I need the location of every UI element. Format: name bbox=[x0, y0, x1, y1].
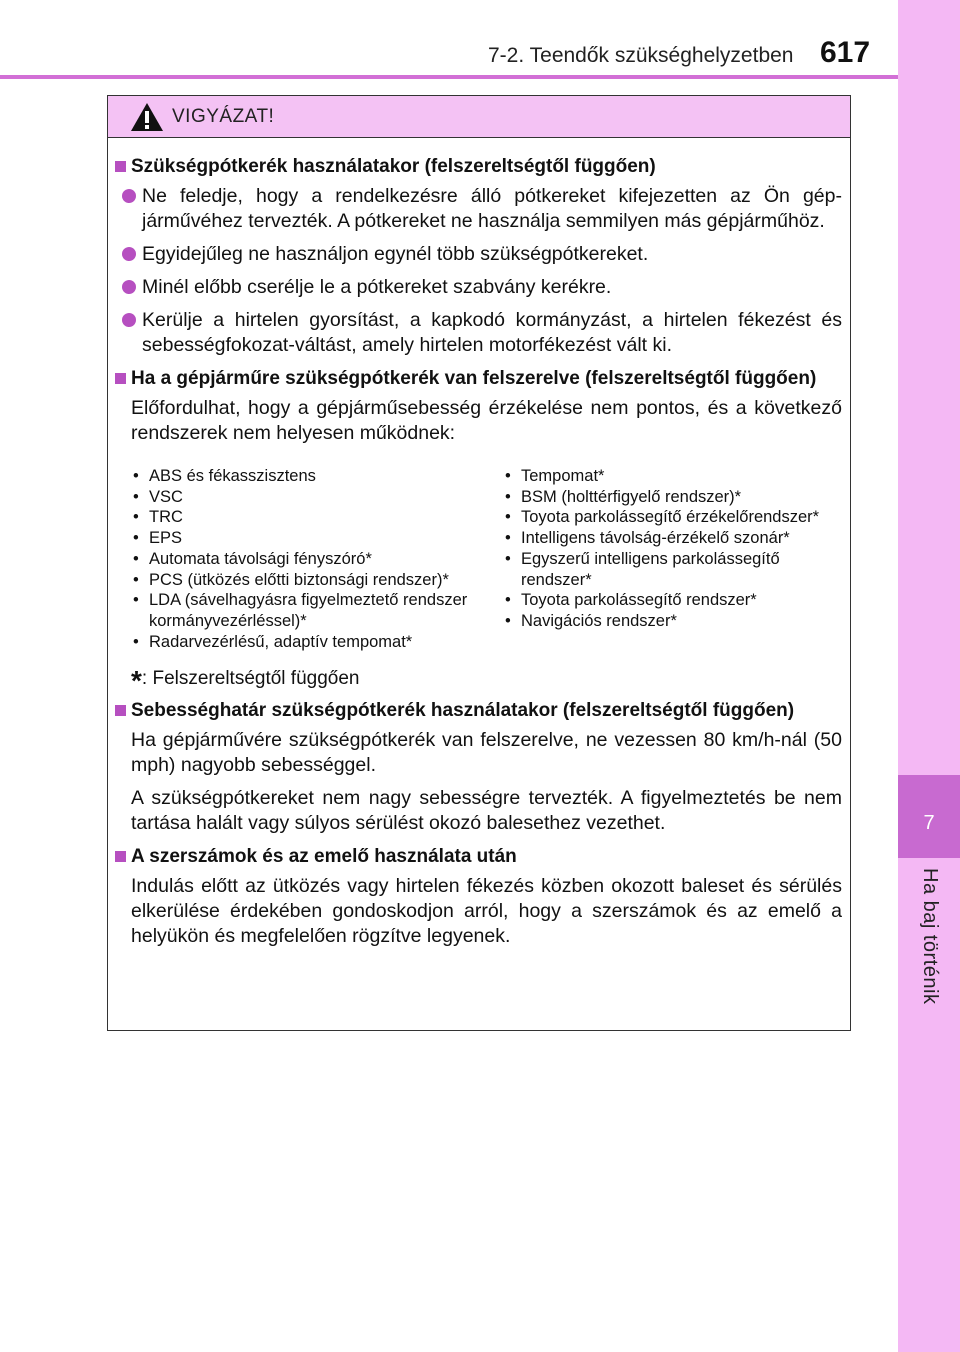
section-paragraph: Előfordulhat, hogy a gépjárműsebesség érzékelése nem pontos, és a következő rendszerek nem helyesen működnek: bbox=[131, 397, 842, 444]
square-bullet-icon bbox=[115, 851, 126, 862]
caution-title: VIGYÁZAT! bbox=[172, 105, 275, 127]
footnote-text: : Felszereltségtől függően bbox=[141, 668, 360, 690]
section-title: Ha a gépjárműre szükségpótkerék van felszerelve (felszereltségtől függően) bbox=[115, 366, 842, 392]
square-bullet-icon bbox=[115, 705, 126, 716]
list-item: Minél előbb cserélje le a pótkereket szabvány kerékre. bbox=[115, 275, 842, 300]
caution-header bbox=[108, 96, 850, 138]
list-item: • Radarvezérlésű, adaptív tempomat* bbox=[131, 632, 503, 653]
list-item: • LDA (sávelhagyásra figyelmeztető rendszer kormányvezérléssel)* bbox=[131, 590, 503, 631]
list-item: • Intelligens távolság-érzékelő szonár* bbox=[503, 528, 833, 549]
round-bullet-icon bbox=[122, 189, 136, 203]
header-divider bbox=[0, 75, 898, 79]
caution-content bbox=[108, 146, 852, 957]
list-item: • Navigációs rendszer* bbox=[503, 611, 833, 632]
round-bullet-icon bbox=[122, 280, 136, 294]
list-item: • Toyota parkolássegítő rendszer* bbox=[503, 590, 833, 611]
list-item: • Egyszerű intelligens parkolássegítő rendszer* bbox=[503, 549, 833, 590]
header-section-title: 7-2. Teendők szükséghelyzetben bbox=[488, 44, 794, 67]
side-tab-chapter-number: 7 bbox=[898, 775, 960, 858]
page-number: 617 bbox=[820, 36, 871, 69]
list-item: • EPS bbox=[131, 528, 503, 549]
list-item: • TRC bbox=[131, 507, 503, 528]
affected-systems-list bbox=[131, 466, 842, 652]
list-item: • Automata távolsági fényszóró* bbox=[131, 549, 503, 570]
list-item: Egyidejűleg ne használjon egynél több szükségpótkereket. bbox=[115, 242, 842, 267]
round-bullet-icon bbox=[122, 313, 136, 327]
list-item: • BSM (holttérfigyelő rendszer)* bbox=[503, 487, 833, 508]
side-tab-background bbox=[898, 0, 960, 775]
list-item: Ne feledje, hogy a rendelkezésre álló pótkereket kifejezetten az Ön gépjárművéhez tervezték. A pótkereket ne használja semmilyen más gépjárműhöz. bbox=[115, 184, 842, 234]
section-title: Sebességhatár szükségpótkerék használatakor (felszereltségtől függően) bbox=[115, 698, 842, 724]
square-bullet-icon bbox=[115, 161, 126, 172]
footnote bbox=[131, 665, 842, 697]
side-tab-chapter-label: Ha baj történik bbox=[919, 868, 941, 1005]
warning-triangle-icon bbox=[130, 102, 164, 132]
section-paragraph: Indulás előtt az ütközés vagy hirtelen fékezés közben okozott baleset és sérülés elkerülése érdekében gondoskodjon arról, hogy a szerszámok és az emelő a helyükön és megfelelően rögzítve legyenek. bbox=[131, 875, 842, 948]
round-bullet-icon bbox=[122, 247, 136, 261]
footnote-mark: * bbox=[131, 665, 142, 697]
section-title: Szükségpótkerék használatakor (felszereltségtől függően) bbox=[115, 154, 842, 180]
list-item: • Toyota parkolássegítő érzékelőrendszer* bbox=[503, 507, 833, 528]
systems-column-right bbox=[503, 466, 833, 652]
list-item: • PCS (ütközés előtti biztonsági rendszer)* bbox=[131, 570, 503, 591]
list-item: • Tempomat* bbox=[503, 466, 833, 487]
section-title: A szerszámok és az emelő használata után bbox=[115, 844, 842, 870]
list-item: Kerülje a hirtelen gyorsítást, a kapkodó kormányzást, a hirtelen fékezést és sebességfokozat-váltást, amely hirtelen motorfékezést vált ki. bbox=[115, 308, 842, 358]
section-paragraph: Ha gépjárművére szükségpótkerék van felszerelve, ne vezessen 80 km/h-nál (50 mph) nagyobb sebességgel. bbox=[131, 729, 842, 777]
section-paragraph: A szükségpótkereket nem nagy sebességre tervezték. A figyelmeztetés be nem tartása halált vagy súlyos sérülést okozó balesethez vezethet. bbox=[131, 787, 842, 835]
systems-column-left bbox=[131, 466, 503, 652]
list-item: • VSC bbox=[131, 487, 503, 508]
list-item: • ABS és fékasszisztens bbox=[131, 466, 503, 487]
square-bullet-icon bbox=[115, 373, 126, 384]
caution-box bbox=[107, 95, 851, 1031]
